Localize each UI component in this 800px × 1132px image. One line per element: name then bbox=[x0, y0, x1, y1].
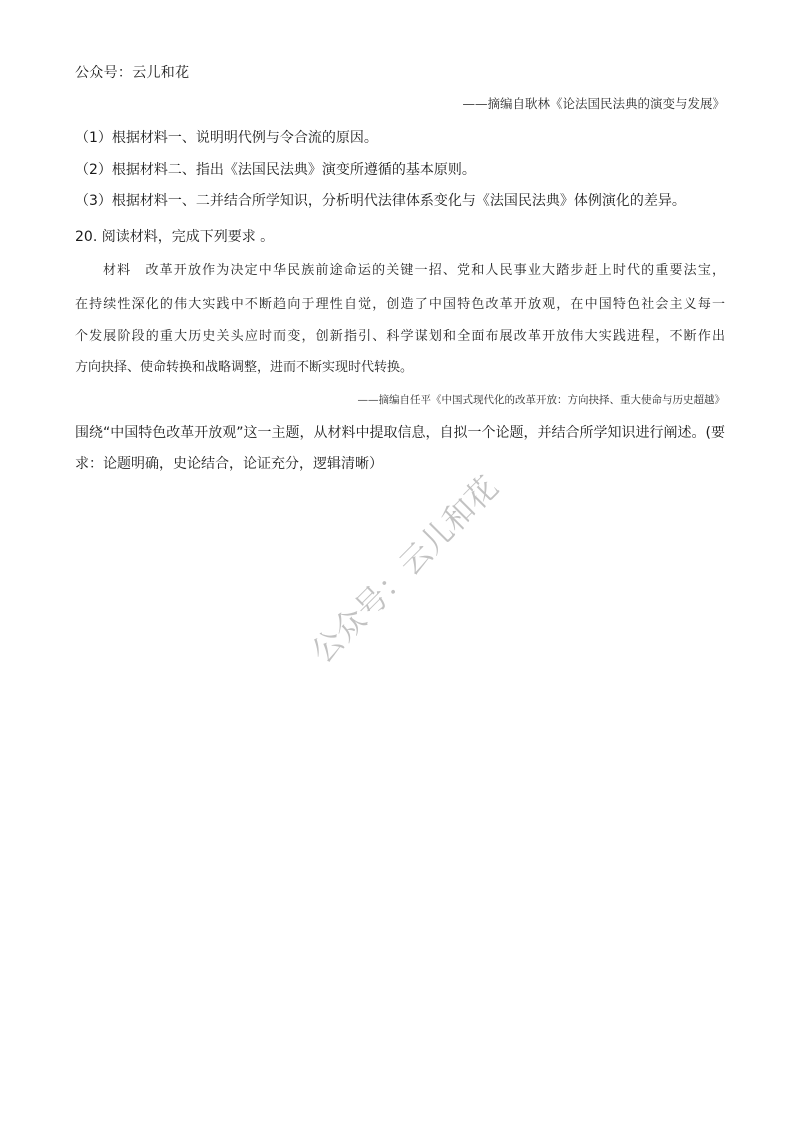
q20-title: 20. 阅读材料，完成下列要求 。 bbox=[75, 229, 275, 245]
q19-sub-question-3: （3）根据材料一、二并结合所学知识，分析明代法律体系变化与《法国民法典》体例演化的差异。 bbox=[75, 193, 686, 209]
q20-task-line-1: 围绕“中国特色改革开放观”这一主题，从材料中提取信息，自拟一个论题，并结合所学知识进行阐述。(要 bbox=[75, 425, 725, 441]
q19-sub-question-2: （2）根据材料二、指出《法国民法典》演变所遵循的基本原则。 bbox=[75, 162, 476, 178]
q20-material-line-3: 个发展阶段的重大历史关头应时而变，创新指引、科学谋划和全面布展改革开放伟大实践进程，不断作出 bbox=[75, 329, 725, 344]
q20-material-line-4: 方向抉择、使命转换和战略调整，进而不断实现时代转换。 bbox=[75, 360, 414, 375]
q20-material-line-1: 材料 改革开放作为决定中华民族前途命运的关键一招、党和人民事业大踏步赶上时代的重要法宝， bbox=[103, 263, 725, 278]
q19-sub-question-1: （1）根据材料一、说明明代例与令合流的原因。 bbox=[75, 130, 378, 146]
diagonal-watermark: 公众号：云儿和花 bbox=[304, 469, 506, 671]
q20-material-source: ——摘编自任平《中国式现代化的改革开放：方向抉择、重大使命与历史超越》 bbox=[357, 394, 725, 406]
q20-task-line-2: 求：论题明确，史论结合，论证充分，逻辑清晰） bbox=[75, 456, 383, 472]
q19-material-source: ——摘编自耿林《论法国民法典的演变与发展》 bbox=[462, 96, 725, 111]
account-header: 公众号：云儿和花 bbox=[75, 65, 190, 81]
q20-material-line-2: 在持续性深化的伟大实践中不断趋向于理性自觉，创造了中国特色改革开放观，在中国特色社会主义每一 bbox=[75, 297, 725, 312]
